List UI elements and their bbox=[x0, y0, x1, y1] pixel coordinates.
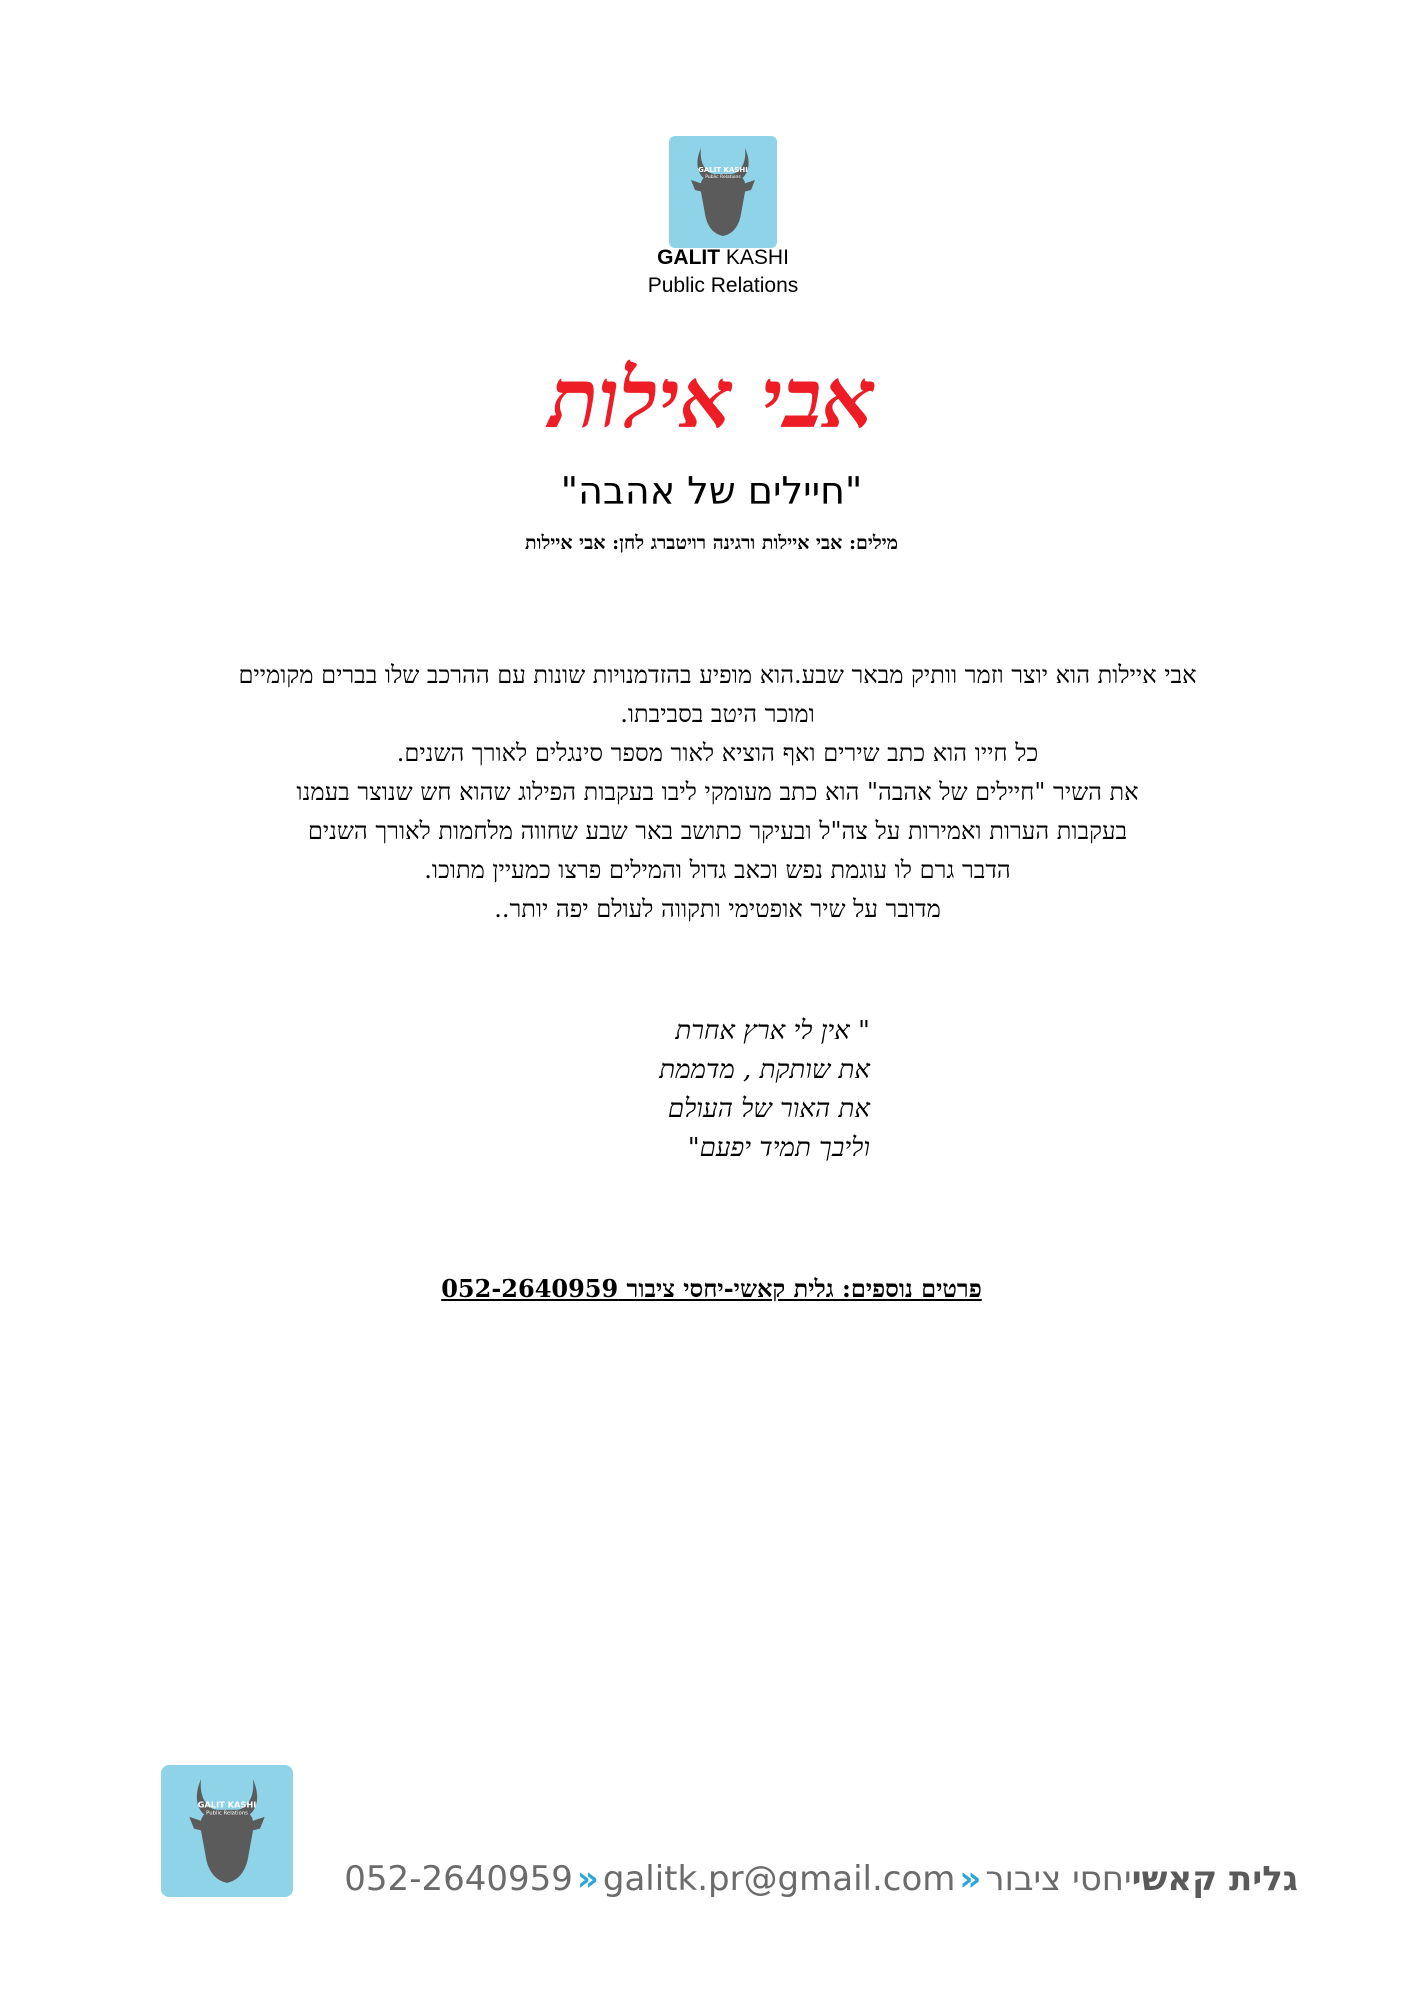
footer-email[interactable]: galitk.pr@gmail.com bbox=[602, 1859, 956, 1899]
logo-inner-text: GALIT KASHI bbox=[698, 166, 748, 174]
poem-line: את שותקת , מדממת bbox=[659, 1055, 870, 1085]
brand-name bbox=[560, 244, 886, 300]
brand-sub: Public Relations bbox=[647, 274, 799, 297]
chevron-left-icon: « bbox=[576, 1859, 599, 1899]
body-line: בעקבות הערות ואמירות על צה"ל ובעיקר כתושב באר שבע שחווה מלחמות לאורך השנים bbox=[307, 817, 1128, 845]
chevron-left-icon: « bbox=[959, 1859, 982, 1899]
body-line: הדבר גרם לו עוגמת נפש וכאב גדול והמילים פרצו כמעיין מתוכו. bbox=[424, 856, 1011, 884]
footer-logo bbox=[161, 1765, 293, 1897]
poem-line: וליבך תמיד יפעם" bbox=[687, 1133, 870, 1163]
brand-bold: GALIT bbox=[657, 246, 721, 269]
bull-head-icon bbox=[161, 1765, 293, 1897]
footer-role: יחסי ציבור bbox=[985, 1859, 1132, 1899]
contact-line bbox=[0, 1272, 1423, 1306]
song-credits: מילים: אבי איילות ורגינה רויטברג לחן: אבי איילות bbox=[525, 532, 898, 554]
contact-phone[interactable]: 052-2640959 bbox=[441, 1274, 619, 1303]
footer-name: גלית קאשי bbox=[1131, 1859, 1298, 1899]
article-body bbox=[170, 656, 1265, 929]
logo-inner-sub: Public Relations bbox=[206, 1810, 248, 1817]
poem-line: את האור של העולם bbox=[667, 1094, 870, 1124]
body-line: ומוכר היטב בסביבתו. bbox=[620, 700, 815, 728]
logo-inner-text: GALIT KASHI bbox=[197, 1799, 257, 1810]
page-title: אבי אילות bbox=[548, 351, 875, 447]
logo-inner-sub: Public Relations bbox=[705, 175, 741, 180]
song-title: "חיילים של אהבה" bbox=[560, 469, 863, 513]
company-logo bbox=[669, 136, 777, 248]
bull-head-icon bbox=[669, 136, 777, 248]
poem-quote bbox=[560, 1012, 870, 1168]
body-line: כל חייו הוא כתב שירים ואף הוציא לאור מספר סינגלים לאורך השנים. bbox=[396, 739, 1039, 767]
contact-label: פרטים נוספים: גלית קאשי-יחסי ציבור bbox=[626, 1274, 982, 1303]
body-line: אבי איילות הוא יוצר וזמר וותיק מבאר שבע.הוא מופיע בהזדמנויות שונות עם ההרכב שלו בברים מקומיים bbox=[238, 661, 1197, 689]
poem-line: " אין לי ארץ אחרת bbox=[675, 1016, 870, 1046]
brand-light: KASHI bbox=[725, 246, 789, 269]
footer-phone[interactable]: 052-2640959 bbox=[344, 1859, 573, 1899]
footer-contact bbox=[318, 1855, 1298, 1903]
body-line: את השיר "חיילים של אהבה" הוא כתב מעומקי ליבו בעקבות הפילוג שהוא חש שנוצר בעמנו bbox=[296, 778, 1139, 806]
body-line: מדובר על שיר אופטימי ותקווה לעולם יפה יותר.. bbox=[494, 895, 941, 923]
